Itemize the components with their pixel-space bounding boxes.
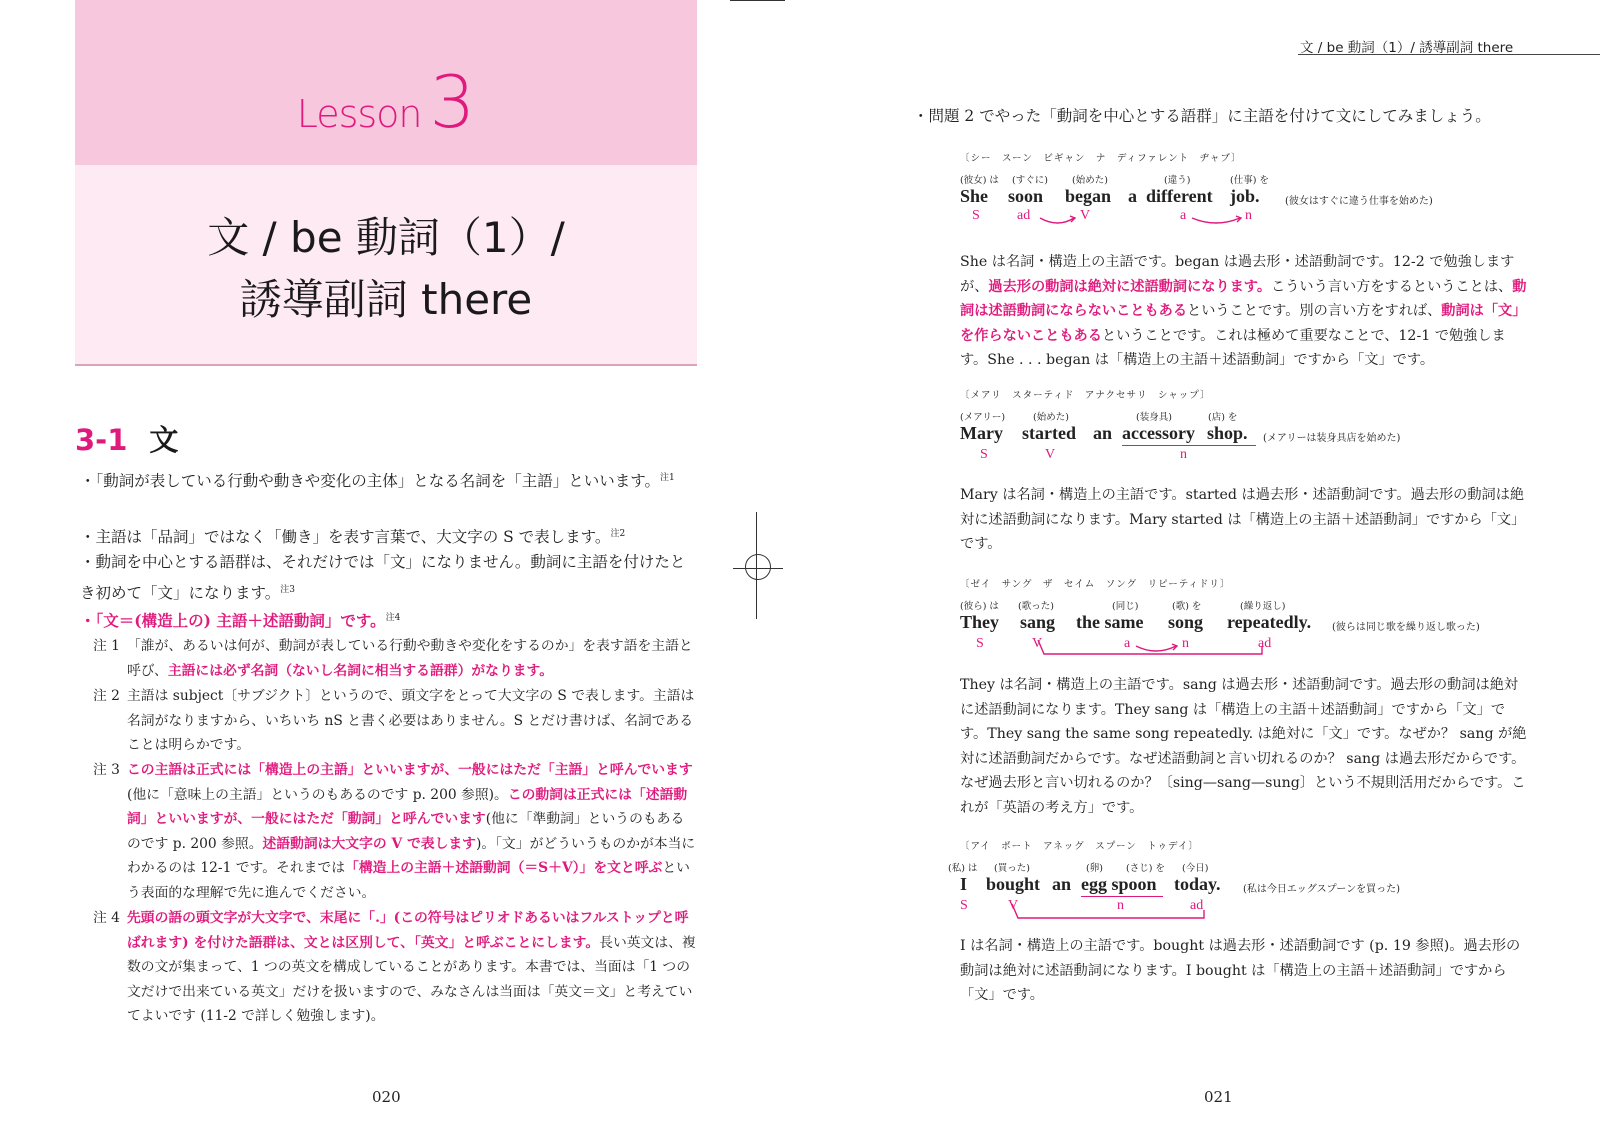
note-text: 長い英文は、複数の文が集まって、1 つの英文を構成していることがあります。本書では、当面は「1 つの文だけで出来ている英文」だけを扱いますので、みなさんは当面は「英文＝文」と考えていてよいです (11-2 で詳しく勉強します)。	[127, 934, 696, 1025]
bullet-4	[80, 604, 700, 635]
section-heading	[75, 418, 178, 459]
note-text: 「誰が、あるいは何が、動詞が表している行動や動きや変化をするのか」を表す語を主語と呼び、	[127, 638, 693, 679]
note-ref: 注2	[610, 529, 626, 539]
role-label: V	[1080, 208, 1091, 223]
bullet-text: ・「文＝(構造上の) 主語＋述語動詞」です。	[80, 611, 386, 631]
note-ref: 注1	[660, 473, 675, 483]
word: the same	[1076, 612, 1144, 632]
note-3	[93, 758, 697, 906]
note-1	[93, 634, 697, 683]
role-label: a	[1180, 208, 1187, 223]
gloss: (メアリー)	[960, 412, 1006, 423]
word: an	[1093, 423, 1113, 443]
gloss: (今日)	[1182, 863, 1209, 874]
note-ref: 注3	[280, 585, 295, 595]
word: accessory	[1122, 423, 1195, 443]
section-number: 3-1	[75, 423, 128, 457]
intro-text: ・問題 2 でやった「動詞を中心とする語群」に主語を付けて文にしてみましょう。	[913, 107, 1491, 125]
explanation-highlight: 動詞は述語動詞にならないこともある	[960, 278, 1527, 319]
gloss: (仕事) を	[1230, 175, 1269, 186]
role-label: S	[960, 898, 968, 913]
role-label: n	[1180, 447, 1187, 462]
note-highlight: 先頭の語の頭文字が大文字で、末尾に「.」(この符号はピリオドあるいはフルストップと呼ばれます) を付けた語群は、文とは区別して、「英文」と呼ぶことにします。	[127, 910, 689, 951]
word: She	[960, 186, 989, 206]
gloss: (彼女) は	[960, 175, 999, 186]
explanation-highlight: 過去形の動詞は絶対に述語動詞になります。	[988, 278, 1272, 295]
role-label: ad	[1190, 898, 1204, 913]
word: sang	[1020, 612, 1056, 632]
pronunciation: 〔シー スーン ビギャン ナ ディファレント ヂャブ〕	[960, 153, 1242, 164]
pronunciation: 〔メアリ スターティド アナクセサリ シャップ〕	[960, 390, 1211, 401]
explanation-4: I は名詞・構造上の主語です。bought は過去形・述語動詞です (p. 19 参照)。過去形の動詞は絶対に述語動詞になります。I bought は「構造上の主語＋述語動詞」ですから「文」です。	[960, 938, 1521, 1003]
note-label: 注 2	[93, 688, 120, 704]
gloss: (店) を	[1208, 412, 1238, 423]
role-label: V	[1032, 636, 1043, 651]
gloss: (彼ら) は	[960, 601, 999, 612]
explanation-2: Mary は名詞・構造上の主語です。started は過去形・述語動詞です。過去形の動詞は絶対に述語動詞になります。Mary started は「構造上の主語＋述語動詞」ですから「文」です。	[960, 487, 1526, 552]
note-highlight: 「構造上の主語＋述語動詞（＝S＋V）」を文と呼ぶ	[345, 860, 663, 877]
translation: (メアリーは装身具店を始めた)	[1263, 433, 1401, 444]
note-highlight: 主語には必ず名詞（ないし名詞に相当する語群）がなります。	[167, 662, 554, 679]
role-label: a	[1124, 636, 1131, 651]
bullet-text: ・「動詞が表している行動や動きや変化の主体」となる名詞を「主語」といいます。	[80, 472, 661, 491]
explanation-text: She は名詞・構造上の主語です。began は過去形・述語動詞です。12-2 で勉強しますが、	[960, 254, 1515, 295]
chapter-title-line-2: 誘導副詞 there	[239, 275, 533, 324]
explanation-1	[960, 250, 1530, 373]
modifier-arrow	[1038, 214, 1080, 228]
gloss: (私) は	[948, 863, 978, 874]
role-label: n	[1245, 208, 1252, 223]
title-band	[75, 165, 697, 366]
adverb-link	[1034, 632, 1266, 658]
role-label: V	[1045, 447, 1056, 462]
running-head: 文 / be 動詞（1）/ 誘導副詞 there	[1300, 40, 1514, 56]
role-label: ad	[1258, 636, 1272, 651]
noun-phrase-underline	[1122, 445, 1256, 446]
explanation-text: ということです。別の言い方をすれば、	[1187, 303, 1442, 319]
role-label: V	[1008, 898, 1019, 913]
adverb-link	[1008, 896, 1208, 922]
word: soon	[1008, 186, 1044, 206]
example-4	[948, 838, 1540, 918]
word: egg spoon	[1081, 874, 1157, 894]
explanation-text: ということです。これは極めて重要なことで、12-1 で勉強します。She . . . began は「構造上の主語＋述語動詞」ですから「文」です。	[960, 327, 1506, 368]
example-1	[960, 150, 1540, 230]
gloss: (繰り返し)	[1240, 601, 1286, 612]
gloss: (歌った)	[1018, 601, 1054, 612]
role-label: S	[972, 208, 980, 223]
word: Mary	[960, 423, 1003, 443]
pronunciation: 〔アイ ボート アネッグ スプーン トゥデイ〕	[960, 841, 1199, 852]
translation: (彼女はすぐに違う仕事を始めた)	[1285, 196, 1433, 207]
lesson-number: 3	[429, 60, 476, 144]
crop-mark-top	[730, 0, 785, 1]
note-label: 注 4	[93, 910, 120, 926]
role-label: n	[1117, 898, 1124, 913]
note-highlight: この動詞は正式には「述語動詞」といいますが、一般にはただ「動詞」と呼んでいます	[127, 786, 688, 828]
word: started	[1022, 423, 1076, 443]
word: job.	[1230, 186, 1260, 206]
explanation-highlight: 動詞は「文」を作らないこともある	[960, 303, 1527, 344]
bullet-text: ・主語は「品詞」ではなく「働き」を表す言葉で、大文字の S で表します。	[80, 528, 611, 547]
gloss: (卵)	[1086, 863, 1103, 874]
gloss: (始めた)	[1033, 412, 1069, 423]
page-number-left: 020	[372, 1088, 401, 1106]
gloss: (同じ)	[1112, 601, 1139, 612]
gloss: (すぐに)	[1012, 175, 1048, 186]
note-text: という表面的な理解で先に進んでください。	[127, 860, 690, 901]
translation: (彼らは同じ歌を繰り返し歌った)	[1332, 622, 1480, 633]
modifier-arrow	[1190, 214, 1246, 228]
note-text: 主語は subject〔サブジクト〕というので、頭文字をとって大文字の S で表します。主語は名詞がなりますから、いちいち nS と書く必要はありません。S とだけ書けば、名詞であることは明らかです。	[127, 688, 695, 754]
gloss: (装身具)	[1136, 412, 1172, 423]
explanation-3: They は名詞・構造上の主語です。sang は過去形・述語動詞です。過去形の動詞は絶対に述語動詞になります。They sang は「構造上の主語＋述語動詞」ですから「文」です。They sang the same song repeatedly. は絶対に「文」です。なぜか？ sang が絶対に述語動詞だからです。なぜ述語動詞と言い切れるのか？ sang は過去形だからです。なぜ過去形と言い切れるのか？〔sing—sang—sung〕という不規則活用だからです。これが「英語の考え方」です。	[960, 677, 1527, 816]
role-label: S	[980, 447, 988, 462]
word: an	[1052, 874, 1072, 894]
gloss: (買った)	[994, 863, 1030, 874]
translation: (私は今日エッグスプーンを買った)	[1243, 884, 1401, 895]
bullet-3	[80, 548, 700, 607]
section-title: 文	[149, 423, 179, 457]
note-text: )。「文」がどういうものかが本当にわかるのは 12-1 です。それまでは	[127, 835, 696, 877]
note-highlight: この主語は正式には「構造上の主語」といいますが、一般にはただ「主語」と呼んでいます	[127, 762, 693, 778]
note-text: (他に「意味上の主語」というのもあるのです p. 200 参照)。	[127, 786, 508, 803]
role-label: n	[1182, 636, 1189, 651]
bullet-text: ・動詞を中心とする語群は、それだけでは「文」になりません。動詞に主語を付けたとき初めて「文」になります。	[80, 553, 686, 603]
bullet-1	[80, 464, 700, 495]
word: repeatedly.	[1227, 612, 1312, 632]
explanation-text: こういう言い方をするということは、	[1271, 278, 1513, 295]
example-3	[960, 576, 1540, 656]
word: They	[960, 612, 1000, 632]
page-number-right: 021	[1204, 1088, 1233, 1106]
word: I	[960, 874, 968, 894]
word: different	[1146, 186, 1213, 206]
registration-mark-circle	[745, 554, 771, 580]
word: today.	[1174, 874, 1221, 894]
word: began	[1065, 186, 1112, 206]
note-ref: 注4	[385, 613, 401, 623]
pronunciation: 〔ゼイ サング ザ セイム ソング リピーティドリ〕	[960, 579, 1231, 590]
lesson-word: Lesson	[296, 92, 422, 136]
lesson-heading	[75, 60, 697, 144]
gloss: (さじ) を	[1126, 863, 1165, 874]
example-2	[960, 387, 1540, 467]
word: song	[1168, 612, 1204, 632]
chapter-title-line-1: 文 / be 動詞（1）/	[207, 213, 565, 262]
gloss: (始めた)	[1072, 175, 1108, 186]
note-label: 注 3	[93, 762, 120, 778]
note-label: 注 1	[93, 638, 120, 654]
word: a	[1128, 186, 1137, 206]
role-label: ad	[1017, 208, 1031, 223]
note-highlight: 述語動詞は大文字の V で表します	[262, 835, 476, 852]
gloss: (違う)	[1164, 175, 1191, 186]
note-2	[93, 684, 697, 758]
bullet-2	[80, 520, 700, 551]
role-label: S	[976, 636, 984, 651]
word: shop.	[1207, 423, 1248, 443]
running-head-rule	[1298, 54, 1600, 55]
gloss: (歌) を	[1172, 601, 1202, 612]
word: bought	[986, 874, 1041, 894]
note-4	[93, 906, 697, 1029]
note-text: (他に「準動詞」というのもあるのです p. 200 参照。	[127, 811, 685, 852]
